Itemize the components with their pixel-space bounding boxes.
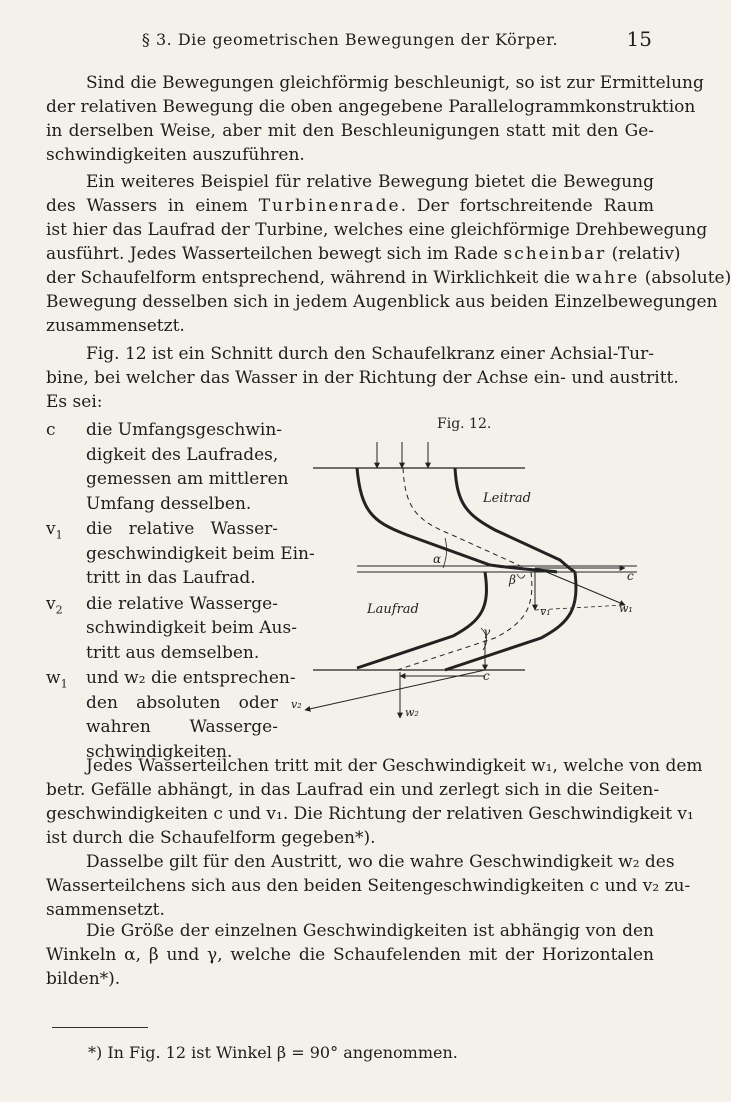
text-line: bine, bei welcher das Wasser in der Richtung der Achse ein- und austritt. xyxy=(46,368,679,388)
paragraph-6 xyxy=(46,919,654,991)
emphasis: scheinbar xyxy=(503,244,607,264)
text-line: digkeit des Laufrades, xyxy=(86,444,279,465)
text-line: in derselben Weise, aber mit den Beschleunigungen statt mit den Ge- xyxy=(46,121,654,141)
text-line: tritt aus demselben. xyxy=(86,642,260,663)
symbol: c xyxy=(46,420,56,440)
footnote: *) In Fig. 12 ist Winkel β = 90° angenommen. xyxy=(88,1043,458,1062)
label-c-lower: c xyxy=(483,669,490,683)
text-line: bilden*). xyxy=(46,969,121,989)
label-w2: w₂ xyxy=(405,706,419,719)
text-line: betr. Gefälle abhängt, in das Laufrad ein und zerlegt sich in die Seiten- xyxy=(46,780,660,800)
text-line: schwindigkeit beim Aus- xyxy=(86,618,297,638)
text-line: die relative Wasserge- xyxy=(86,593,278,614)
text-line: die Umfangsgeschwin- xyxy=(86,420,283,440)
text-line: Sind die Bewegungen gleichförmig beschleunigt, so ist zur Ermittelung xyxy=(86,73,704,93)
symbol-definitions xyxy=(46,418,315,765)
text-line: ist durch die Schaufelform gegeben*). xyxy=(46,828,376,848)
text-line: Ein weiteres Beispiel für relative Bewegung bietet die Bewegung xyxy=(86,172,654,192)
page-header xyxy=(48,27,652,56)
text-line: der Schaufelform entsprechend, während in Wirklichkeit die wahre (absolute) xyxy=(46,268,731,288)
label-gamma: γ xyxy=(483,625,491,639)
vector-v2 xyxy=(305,670,485,710)
label-leitrad: Leitrad xyxy=(483,491,531,506)
text-line: tritt in das Laufrad. xyxy=(86,568,256,588)
text-line: geschwindigkeit beim Ein- xyxy=(86,543,315,564)
figure-caption: Fig. 12. xyxy=(437,416,492,432)
text-line: ausführt. Jedes Wasserteilchen bewegt sich im Rade scheinbar (relativ) xyxy=(46,244,681,264)
text-line: die relative Wasser- xyxy=(86,519,278,539)
text-line: Winkeln α, β und γ, welche die Schaufelenden mit der Horizontalen xyxy=(46,945,654,965)
paragraph-3 xyxy=(46,342,679,414)
text-line: schwindigkeiten. xyxy=(86,741,233,762)
text-line: wahren Wasserge- xyxy=(86,717,278,737)
leitrad-blade-right xyxy=(455,468,575,572)
text-line: Wasserteilchens sich aus den beiden Seitengeschwindigkeiten c und v₂ zu- xyxy=(46,876,691,896)
text-line: schwindigkeiten auszuführen. xyxy=(46,145,305,165)
text-line: Fig. 12 ist ein Schnitt durch den Schaufelkranz einer Achsial-Tur- xyxy=(86,344,654,364)
alpha-arc xyxy=(443,538,447,568)
beta-arc xyxy=(517,574,525,578)
footnote-rule xyxy=(52,1027,148,1028)
figure-12 xyxy=(285,410,655,730)
text-line: Bewegung desselben sich in jedem Augenblick aus beiden Einzelbewegungen xyxy=(46,292,718,312)
text-line: Die Größe der einzelnen Geschwindigkeiten ist abhängig von den xyxy=(86,921,654,941)
paragraph-1 xyxy=(46,71,704,167)
definition-v2 xyxy=(46,592,297,666)
paragraph-4 xyxy=(46,754,703,850)
text-line: den absoluten oder xyxy=(86,692,278,713)
text-line: Jedes Wasserteilchen tritt mit der Geschwindigkeit w₁, welche von dem xyxy=(86,756,703,776)
text-line: Dasselbe gilt für den Austritt, wo die wahre Geschwindigkeit w₂ des xyxy=(86,852,675,872)
symbol: $v_2$ xyxy=(46,593,63,616)
turbine-diagram xyxy=(285,410,655,730)
text-line: sammensetzt. xyxy=(46,900,165,920)
text-line: Es sei: xyxy=(46,392,103,412)
page-number: 15 xyxy=(626,27,652,51)
label-alpha: α xyxy=(433,552,442,566)
leitrad-flowline xyxy=(403,468,525,568)
label-v1: v₁ xyxy=(540,605,551,618)
text-line: geschwindigkeiten c und v₁. Die Richtung der relativen Geschwindigkeit v₁ xyxy=(46,804,694,824)
paragraph-5 xyxy=(46,850,691,922)
text-line: Umfang desselben. xyxy=(86,493,252,514)
definition-c xyxy=(46,418,289,516)
laufrad-blade-left xyxy=(357,572,486,668)
emphasis: Turbinenrade xyxy=(258,196,401,216)
text-line: gemessen am mittleren xyxy=(86,469,289,489)
vector-w1 xyxy=(537,568,625,605)
text-line: der relativen Bewegung die oben angegebene Parallelogrammkonstruktion xyxy=(46,97,696,117)
definition-v1 xyxy=(46,517,315,591)
label-c-upper: c xyxy=(627,569,634,583)
label-laufrad: Laufrad xyxy=(367,602,419,617)
running-title: § 3. Die geometrischen Bewegungen der Körper. xyxy=(141,30,559,49)
inflow-arrows xyxy=(377,442,428,468)
symbol: $w_1$ xyxy=(46,668,68,691)
definition-w1-w2 xyxy=(46,666,296,764)
text-line: ist hier das Laufrad der Turbine, welches eine gleichförmige Drehbewegung xyxy=(46,220,708,240)
paragraph-2 xyxy=(46,170,731,338)
label-w1: w₁ xyxy=(619,602,633,615)
symbol: $v_1$ xyxy=(46,519,63,542)
text-line: und w₂ die entsprechen- xyxy=(86,668,296,688)
emphasis: wahre xyxy=(575,268,640,288)
label-beta: β xyxy=(509,573,516,587)
label-v2: v₂ xyxy=(291,698,302,711)
text-line: des Wassers in einem Turbinenrade. Der fortschreitende Raum xyxy=(46,196,654,216)
text-line: zusammensetzt. xyxy=(46,316,185,336)
